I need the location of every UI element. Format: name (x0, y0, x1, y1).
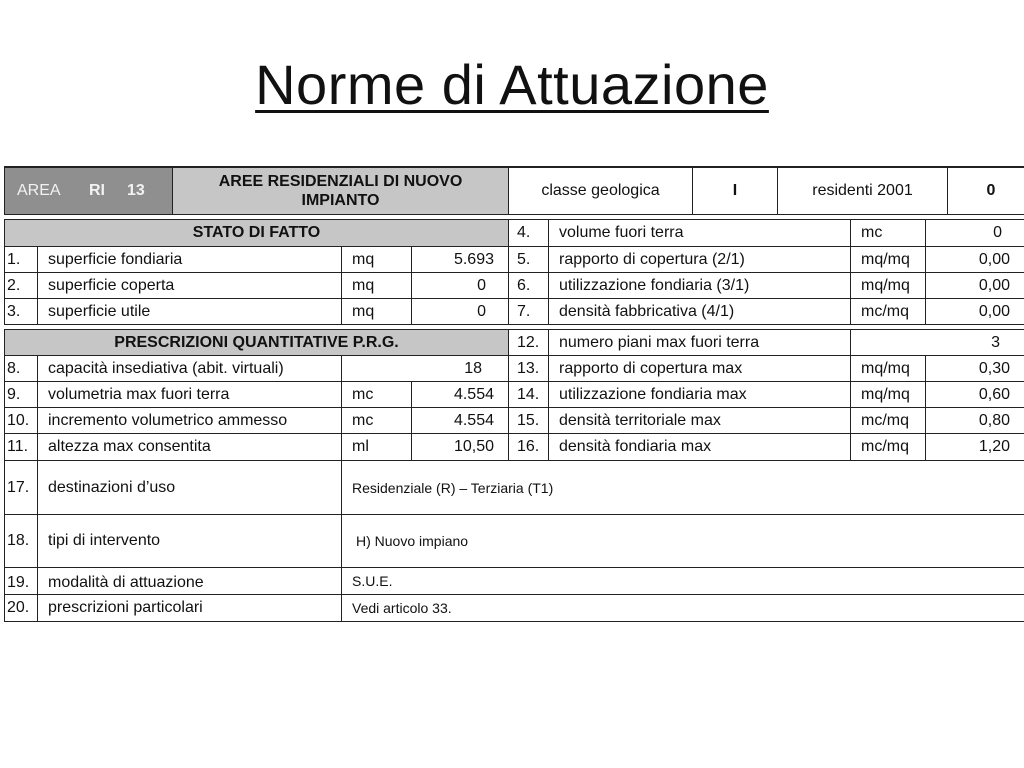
table-row (4, 329, 1024, 355)
row-num: 6. (508, 272, 548, 298)
row-unit: mc/mq (850, 407, 925, 433)
row-unit: mc (341, 407, 411, 433)
row-unit: mq/mq (850, 246, 925, 272)
row-num: 18. (4, 514, 37, 567)
residents-label: residenti 2001 (777, 166, 947, 214)
page-title-wrap (0, 52, 1024, 117)
row-label: rapporto di copertura max (548, 355, 850, 381)
row-num: 17. (4, 460, 37, 514)
geo-label: classe geologica (508, 166, 692, 214)
norme-table (4, 166, 1024, 622)
row-label: capacità insediativa (abit. virtuali) (37, 355, 341, 381)
residents-value: 0 (947, 166, 1024, 214)
row-num: 7. (508, 298, 548, 324)
row-num: 8. (4, 355, 37, 381)
table-row (4, 381, 1024, 407)
row-num: 13. (508, 355, 548, 381)
row-value: 0,00 (925, 246, 1024, 272)
row-unit: ml (341, 433, 411, 460)
table-row (4, 460, 1024, 514)
stato-heading: STATO DI FATTO (4, 219, 508, 246)
row-label: tipi di intervento (37, 514, 341, 567)
area-description-text: AREE RESIDENZIALI DI NUOVO IMPIANTO (218, 173, 463, 209)
area-description (172, 166, 508, 214)
area-number: 13 (127, 182, 145, 199)
area-cell (4, 166, 172, 214)
row-label: utilizzazione fondiaria max (548, 381, 850, 407)
row-value: 18 (341, 355, 508, 381)
row-num: 5. (508, 246, 548, 272)
row-value: 5.693 (411, 246, 508, 272)
row-label: densità fondiaria max (548, 433, 850, 460)
row-num: 4. (508, 219, 548, 246)
row-value: 4.554 (411, 407, 508, 433)
row-label: densità fabbricativa (4/1) (548, 298, 850, 324)
row-num: 10. (4, 407, 37, 433)
row-value: 1,20 (925, 433, 1024, 460)
row-num: 11. (4, 433, 37, 460)
row-value: 4.554 (411, 381, 508, 407)
table-row (4, 514, 1024, 567)
row-value: Vedi articolo 33. (341, 594, 1024, 621)
row-label: altezza max consentita (37, 433, 341, 460)
row-label: volumetria max fuori terra (37, 381, 341, 407)
row-label: destinazioni d’uso (37, 460, 341, 514)
row-num: 1. (4, 246, 37, 272)
row-value: 0,00 (925, 298, 1024, 324)
row-unit: mq/mq (850, 272, 925, 298)
row-value: 10,50 (411, 433, 508, 460)
row-num: 14. (508, 381, 548, 407)
table-row (4, 272, 1024, 298)
table-row (4, 298, 1024, 324)
row-unit: mq/mq (850, 381, 925, 407)
row-label: modalità di attuazione (37, 567, 341, 594)
row-num: 2. (4, 272, 37, 298)
row-value: 0,30 (925, 355, 1024, 381)
page-title: Norme di Attuazione (255, 53, 769, 116)
row-num: 20. (4, 594, 37, 621)
table-row (4, 355, 1024, 381)
row-value: 0 (411, 298, 508, 324)
table-row (4, 246, 1024, 272)
row-num: 9. (4, 381, 37, 407)
row-unit: mq (341, 298, 411, 324)
table-row (4, 594, 1024, 622)
row-label: superficie utile (37, 298, 341, 324)
row-num: 15. (508, 407, 548, 433)
row-label: superficie fondiaria (37, 246, 341, 272)
row-value: 3 (850, 329, 1024, 355)
row-label: densità territoriale max (548, 407, 850, 433)
area-label: AREA (17, 182, 61, 199)
row-value: 0 (411, 272, 508, 298)
row-label: utilizzazione fondiaria (3/1) (548, 272, 850, 298)
row-value: Residenziale (R) – Terziaria (T1) (341, 460, 1024, 514)
row-label: superficie coperta (37, 272, 341, 298)
header-row (4, 166, 1024, 214)
geo-value: I (692, 166, 777, 214)
row-num: 12. (508, 329, 548, 355)
row-num: 16. (508, 433, 548, 460)
table-row (4, 219, 1024, 246)
row-value: H) Nuovo impiano (341, 514, 1024, 567)
row-value: 0,00 (925, 272, 1024, 298)
row-label: prescrizioni particolari (37, 594, 341, 621)
row-label: rapporto di copertura (2/1) (548, 246, 850, 272)
area-code: RI (89, 182, 105, 199)
row-num: 3. (4, 298, 37, 324)
row-unit: mc (850, 219, 925, 246)
row-unit: mc/mq (850, 298, 925, 324)
table-row (4, 433, 1024, 460)
row-value: 0,80 (925, 407, 1024, 433)
row-label: incremento volumetrico ammesso (37, 407, 341, 433)
row-unit: mq (341, 272, 411, 298)
row-value: 0 (925, 219, 1024, 246)
row-value: 0,60 (925, 381, 1024, 407)
table-row (4, 407, 1024, 433)
row-label: volume fuori terra (548, 219, 850, 246)
row-unit: mc (341, 381, 411, 407)
row-unit: mq (341, 246, 411, 272)
row-label: numero piani max fuori terra (548, 329, 850, 355)
prescrizioni-heading: PRESCRIZIONI QUANTITATIVE P.R.G. (4, 329, 508, 355)
row-num: 19. (4, 567, 37, 594)
row-unit: mq/mq (850, 355, 925, 381)
row-value: S.U.E. (341, 567, 1024, 594)
table-row (4, 567, 1024, 594)
row-unit: mc/mq (850, 433, 925, 460)
